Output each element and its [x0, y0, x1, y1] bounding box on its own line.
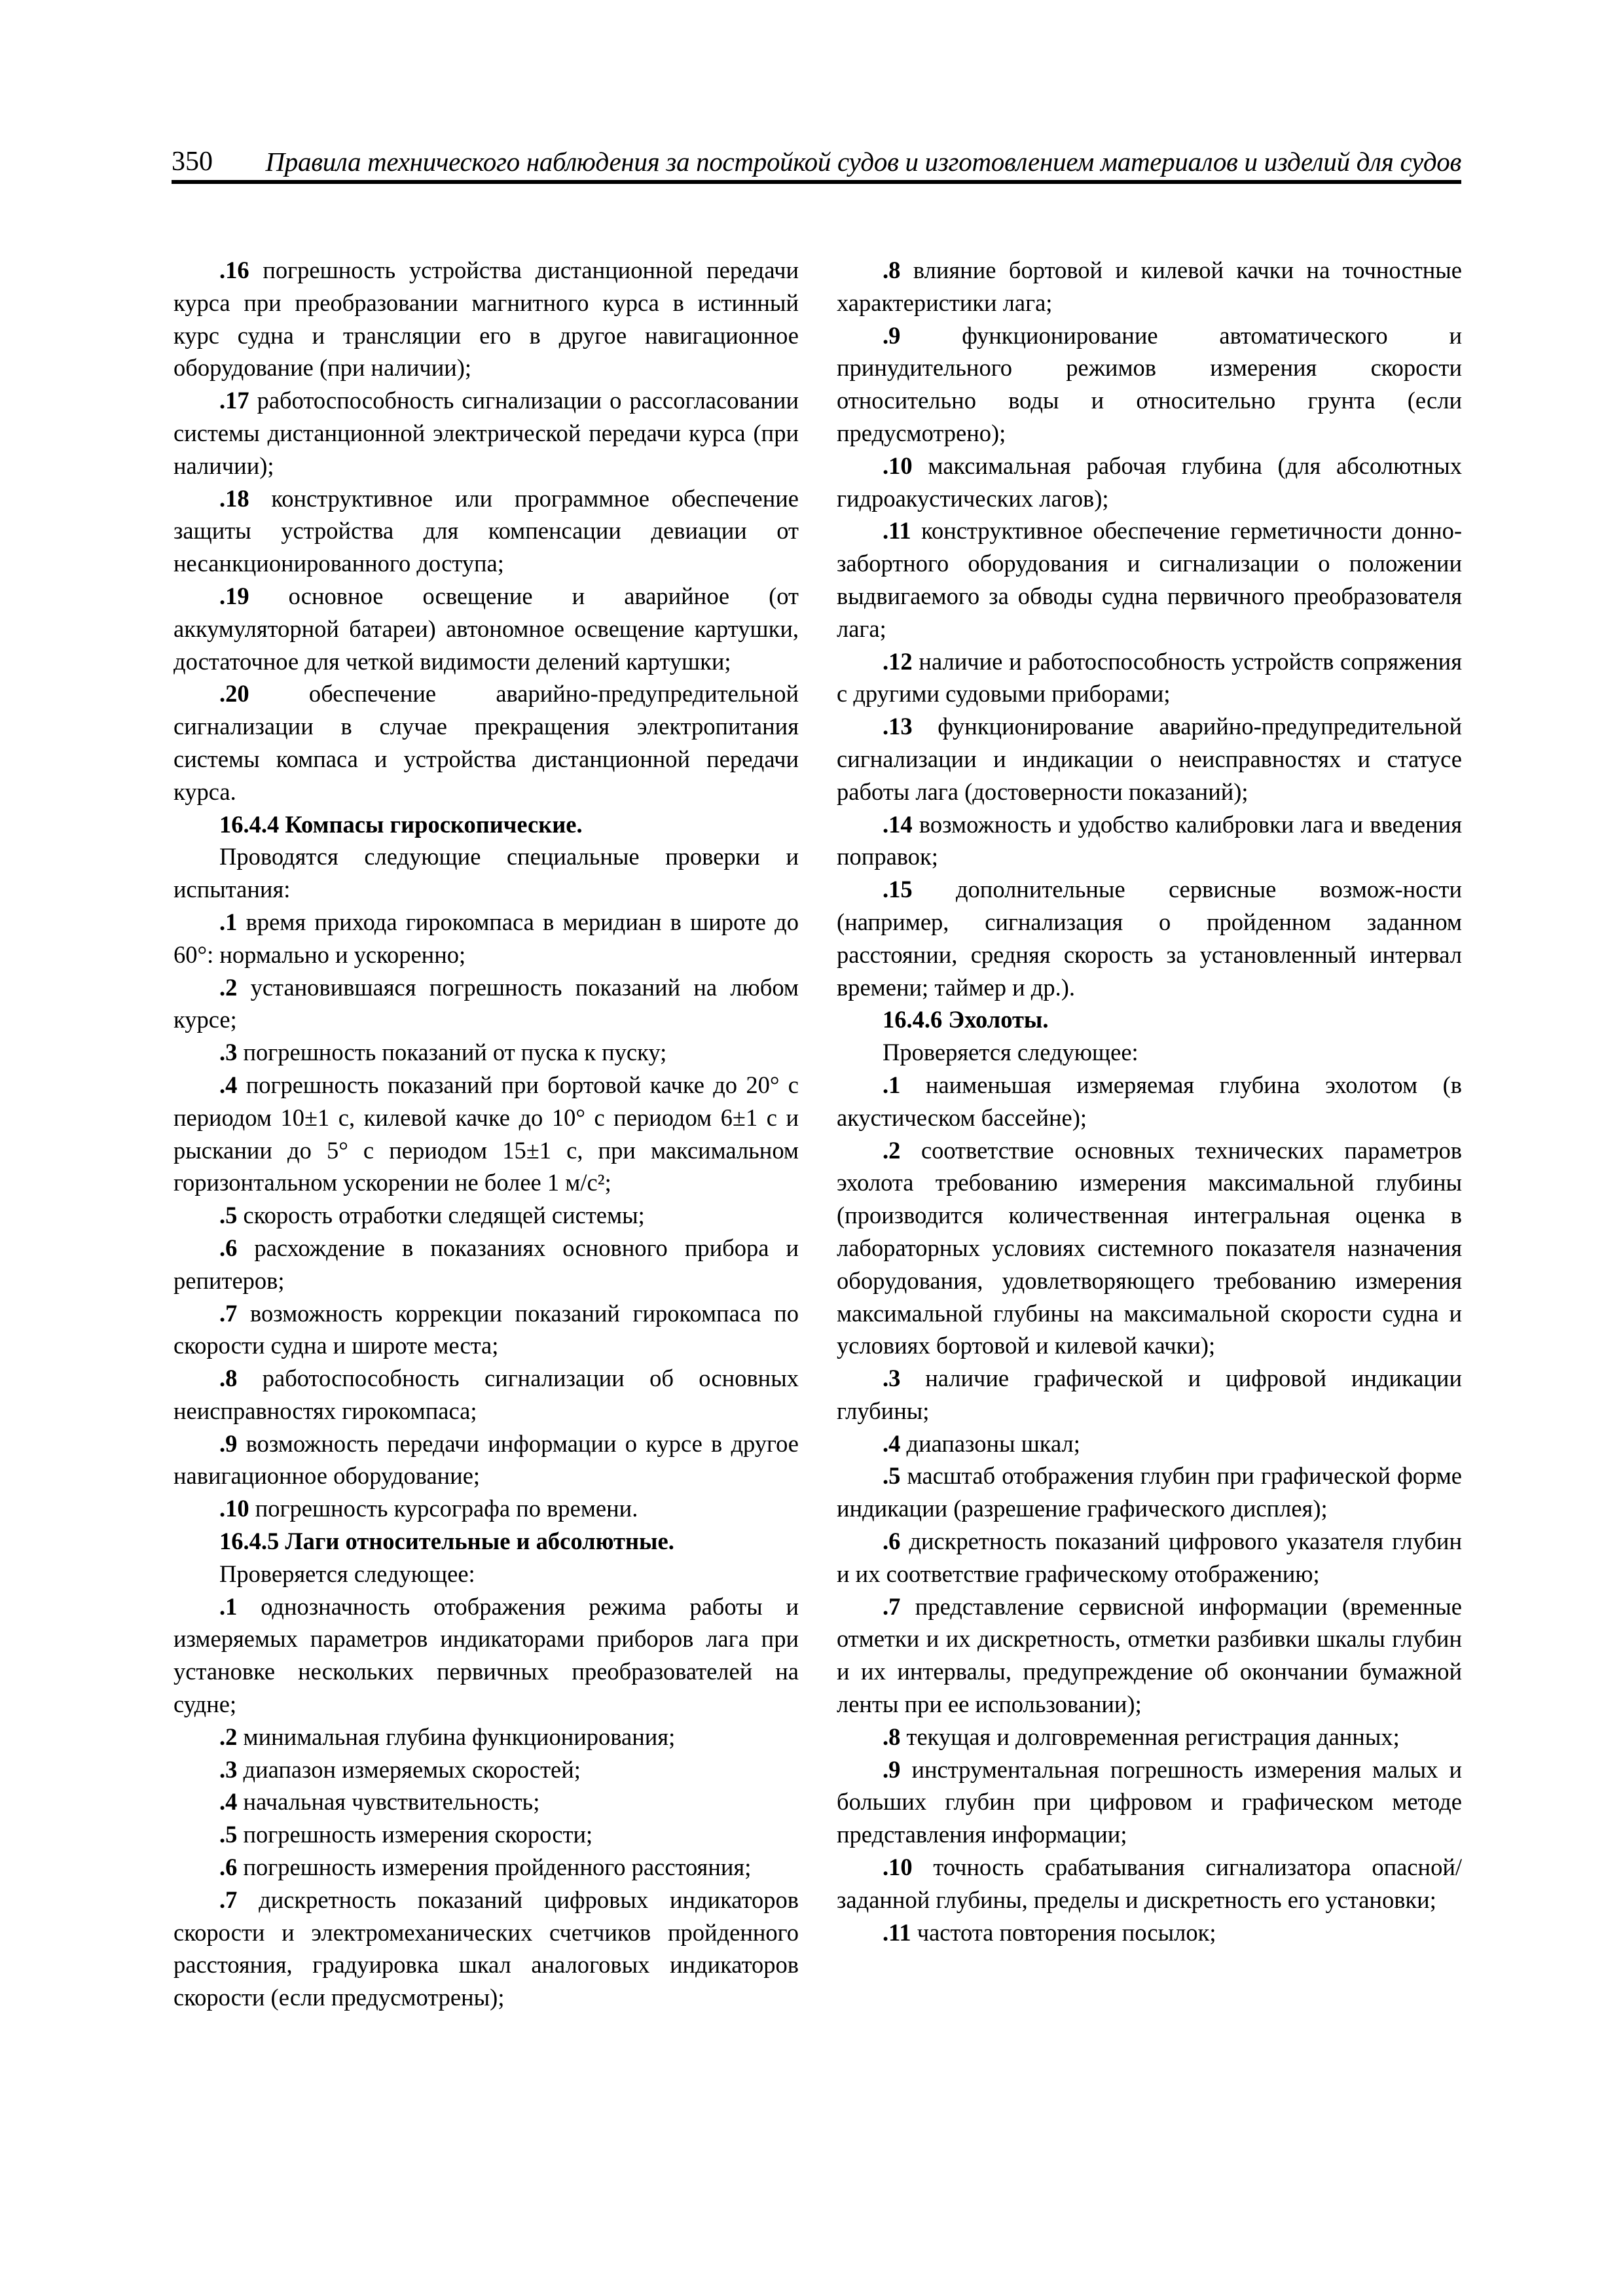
item-text: представление сервисной информации (временные отметки и их дискретность, отметки разбивки шкалы глубин и их интервалы, предупреждение об окончании бумажной ленты при ее использовании);: [837, 1592, 1462, 1718]
item-number: .5: [219, 1821, 238, 1848]
item-number: .2: [883, 1136, 901, 1164]
item-number: .15: [883, 876, 913, 903]
list-item: [173, 482, 799, 580]
item-text: соответствие основных технических параметров эхолота требованию измерения максимальной глубины (производится количественная интегральная оценка в лабораторных условиях системного показателя назначения оборудования, удовлетворяющего требованию измерения максимальной глубины на максимальной скорости судна и условиях бортовой и килевой качки);: [837, 1136, 1462, 1359]
item-number: .10: [883, 1854, 913, 1881]
item-number: .9: [219, 1429, 238, 1457]
item-number: .16: [219, 257, 249, 283]
list-item: [837, 254, 1462, 319]
list-item: [837, 1427, 1462, 1460]
paragraph: [173, 1558, 799, 1590]
item-text: расхождение в показаниях основного прибора и репитеров;: [173, 1234, 799, 1294]
item-number: .17: [219, 387, 249, 414]
item-number: .6: [219, 1854, 238, 1881]
item-text: погрешность измерения скорости;: [237, 1821, 593, 1848]
item-text: точность срабатывания сигнализатора опасной/заданной глубины, пределы и дискретность его установки;: [837, 1854, 1462, 1913]
item-text: основное освещение и аварийное (от аккумуляторной батареи) автономное освещение картушки, достаточное для четкой видимости делений картушки;: [173, 582, 799, 675]
list-item: [837, 1069, 1462, 1134]
list-item: [837, 1916, 1462, 1949]
item-text: дискретность показаний цифровых индикаторов скорости и электромеханических счетчиков пройденного расстояния, градуировка шкал аналоговых индикаторов скорости (если предусмотрены);: [173, 1886, 799, 2011]
list-item: [837, 808, 1462, 874]
list-item: [173, 1232, 799, 1297]
item-text: Проверяется следующее:: [219, 1560, 475, 1587]
paragraph: [837, 1036, 1462, 1069]
list-item: [837, 1460, 1462, 1525]
item-text: конструктивное или программное обеспечение защиты устройства для компенсации девиации от несанкционированного доступа;: [173, 484, 799, 577]
item-number: .5: [219, 1202, 238, 1229]
list-item: [837, 1525, 1462, 1590]
list-item: [173, 1753, 799, 1786]
item-text: масштаб отображения глубин при графической форме индикации (разрешение графического дисплея);: [837, 1462, 1462, 1522]
list-item: [173, 1721, 799, 1753]
item-text: однозначность отображения режима работы и измеряемых параметров индикаторами приборов лага при установке нескольких первичных преобразователей на судне;: [173, 1592, 799, 1718]
item-text: 16.4.6 Эхолоты.: [883, 1006, 1049, 1033]
list-item: [173, 1851, 799, 1884]
list-item: [173, 1362, 799, 1427]
list-item: [173, 1199, 799, 1232]
item-text: погрешность устройства дистанционной передачи курса при преобразовании магнитного курса в истинный курс судна и трансляции его в другое навигационное оборудование (при наличии);: [173, 257, 799, 382]
list-item: [837, 645, 1462, 711]
item-text: 16.4.4 Компасы гироскопические.: [219, 810, 583, 838]
list-item: [837, 873, 1462, 1003]
list-item: [837, 1721, 1462, 1753]
item-text: обеспечение аварийно-предупредительной сигнализации в случае прекращения электропитания системы компаса и устройства дистанционной передачи курса.: [173, 680, 799, 805]
item-text: установившаяся погрешность показаний на любом курсе;: [173, 973, 799, 1033]
item-text: минимальная глубина функционирования;: [237, 1723, 676, 1750]
item-number: .6: [883, 1528, 901, 1555]
item-text: время прихода гирокомпаса в меридиан в широте до 60°: нормально и ускоренно;: [173, 908, 799, 968]
item-number: .13: [883, 713, 913, 740]
item-text: дополнительные сервисные возмож-ности (например, сигнализация о пройденном заданном расстоянии, средняя скорость за установленный интервал времени; таймер и др.).: [837, 876, 1462, 1001]
item-text: скорость отработки следящей системы;: [237, 1202, 645, 1229]
item-text: погрешность измерения пройденного расстояния;: [237, 1854, 752, 1881]
item-text: конструктивное обеспечение герметичности донно-забортного оборудования и сигнализации о положении выдвигаемого за обводы судна первичного преобразователя лага;: [837, 517, 1462, 642]
list-item: [837, 450, 1462, 515]
item-number: .3: [883, 1365, 901, 1392]
list-item: [173, 1590, 799, 1721]
list-item: [837, 1362, 1462, 1427]
running-title: Правила технического наблюдения за постройкой судов и изготовлением материалов и изделий для судов: [265, 147, 1461, 177]
item-text: инструментальная погрешность измерения малых и больших глубин при цифровом и графическом методе представления информации;: [837, 1755, 1462, 1848]
item-number: .18: [219, 484, 249, 512]
list-item: [173, 1297, 799, 1363]
page-header: [172, 134, 1461, 184]
item-text: частота повторения посылок;: [911, 1918, 1216, 1946]
item-number: .7: [219, 1299, 238, 1327]
list-item: [173, 1818, 799, 1851]
item-number: .7: [219, 1886, 238, 1913]
item-number: .2: [219, 1723, 238, 1750]
item-number: .10: [883, 452, 913, 479]
list-item: [837, 1851, 1462, 1916]
list-item: [173, 1884, 799, 2014]
item-text: дискретность показаний цифрового указателя глубин и их соответствие графическому отображению;: [837, 1528, 1462, 1587]
item-text: максимальная рабочая глубина (для абсолютных гидроакустических лагов);: [837, 452, 1462, 512]
item-number: .4: [219, 1788, 238, 1816]
right-column: [837, 254, 1462, 1948]
list-item: [173, 677, 799, 808]
item-number: .7: [883, 1592, 901, 1620]
item-text: погрешность показаний при бортовой качке до 20° с периодом 10±1 с, килевой качке до 10° с периодом 6±1 с и рыскании до 5° с периодом 15±1 с, при максимальном горизонтальном ускорении не более 1 м/с²;: [173, 1071, 799, 1196]
list-item: [173, 1427, 799, 1493]
item-text: текущая и долговременная регистрация данных;: [900, 1723, 1400, 1750]
item-text: погрешность показаний от пуска к пуску;: [237, 1039, 667, 1066]
item-text: возможность коррекции показаний гирокомпаса по скорости судна и широте места;: [173, 1299, 799, 1359]
item-number: .4: [219, 1071, 238, 1098]
list-item: [837, 1590, 1462, 1721]
list-item: [173, 1492, 799, 1525]
item-number: .8: [883, 1723, 901, 1750]
list-item: [837, 710, 1462, 808]
item-number: .5: [883, 1462, 901, 1490]
item-number: .19: [219, 582, 249, 609]
list-item: [173, 254, 799, 384]
item-number: .9: [883, 321, 901, 349]
item-text: работоспособность сигнализации о рассогласовании системы дистанционной электрической передачи курса (при наличии);: [173, 387, 799, 479]
list-item: [837, 1753, 1462, 1851]
item-number: .3: [219, 1755, 238, 1783]
item-number: .11: [883, 517, 911, 545]
item-text: диапазоны шкал;: [900, 1429, 1080, 1457]
item-number: .12: [883, 647, 913, 675]
item-text: Проверяется следующее:: [883, 1039, 1139, 1066]
item-number: .20: [219, 680, 249, 708]
item-text: наличие графической и цифровой индикации глубины;: [837, 1365, 1462, 1424]
item-text: возможность передачи информации о курсе в другое навигационное оборудование;: [173, 1429, 799, 1490]
page-number: 350: [172, 147, 213, 177]
item-text: функционирование аварийно-предупредительной сигнализации и индикации о неисправностях и статусе работы лага (достоверности показаний);: [837, 713, 1462, 805]
item-number: .6: [219, 1234, 238, 1261]
item-number: .9: [883, 1755, 901, 1783]
item-text: 16.4.5 Лаги относительные и абсолютные.: [219, 1528, 674, 1555]
item-number: .10: [219, 1495, 249, 1522]
item-number: .8: [219, 1365, 238, 1392]
item-text: диапазон измеряемых скоростей;: [237, 1755, 581, 1783]
item-number: .2: [219, 973, 238, 1001]
item-text: работоспособность сигнализации об основных неисправностях гирокомпаса;: [173, 1365, 799, 1424]
item-text: возможность и удобство калибровки лага и введения поправок;: [837, 810, 1462, 870]
list-item: [173, 580, 799, 677]
item-text: Проводятся следующие специальные проверки и испытания:: [173, 843, 799, 903]
list-item: [173, 1036, 799, 1069]
item-text: погрешность курсографа по времени.: [249, 1495, 638, 1522]
paragraph: [173, 840, 799, 906]
item-number: .1: [219, 1592, 238, 1620]
item-text: начальная чувствительность;: [237, 1788, 540, 1816]
list-item: [173, 906, 799, 971]
section-heading: [837, 1003, 1462, 1036]
list-item: [837, 1134, 1462, 1363]
list-item: [837, 319, 1462, 450]
item-number: .14: [883, 810, 913, 838]
item-number: .11: [883, 1918, 911, 1946]
item-number: .1: [219, 908, 238, 935]
item-number: .1: [883, 1071, 901, 1098]
left-column: [173, 254, 799, 2014]
item-number: .4: [883, 1429, 901, 1457]
item-text: функционирование автоматического и принудительного режимов измерения скорости относительно воды и относительно грунта (если предусмотрено);: [837, 321, 1462, 446]
section-heading: [173, 808, 799, 841]
list-item: [173, 1785, 799, 1818]
section-heading: [173, 1525, 799, 1558]
item-number: .8: [883, 257, 901, 283]
item-number: .3: [219, 1039, 238, 1066]
list-item: [173, 384, 799, 482]
list-item: [837, 514, 1462, 645]
item-text: наличие и работоспособность устройств сопряжения с другими судовыми приборами;: [837, 647, 1462, 708]
list-item: [173, 971, 799, 1037]
item-text: наименьшая измеряемая глубина эхолотом (в акустическом бассейне);: [837, 1071, 1462, 1131]
item-text: влияние бортовой и килевой качки на точностные характеристики лага;: [837, 257, 1462, 316]
list-item: [173, 1069, 799, 1199]
